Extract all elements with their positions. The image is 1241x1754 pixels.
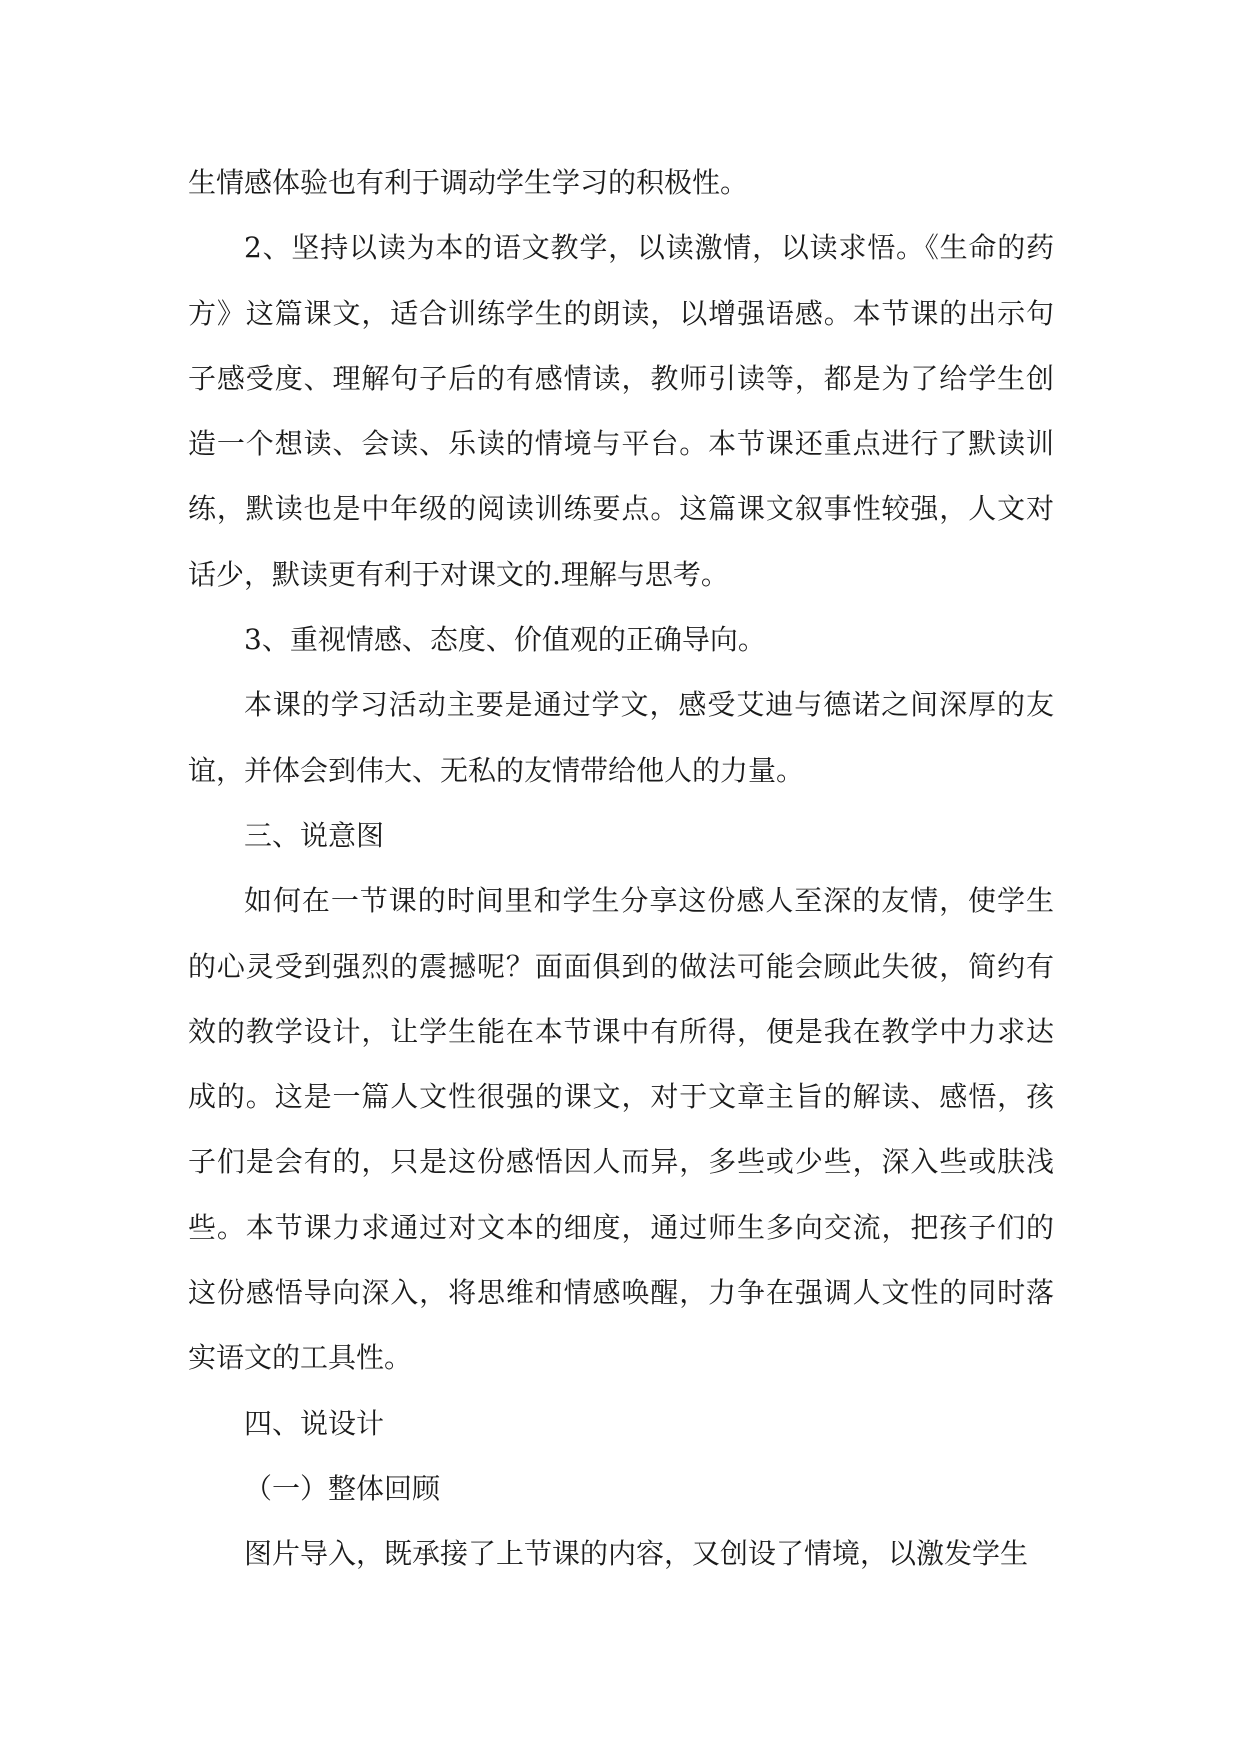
paragraph-reading-focus: 2、坚持以读为本的语文教学，以读激情，以读求悟。《生命的药方》这篇课文，适合训练学生的朗读，以增强语感。本节课的出示句子感受度、理解句子后的有感情读，教师引读等，都是为了给学生创造一个想读、会读、乐读的情境与平台。本节课还重点进行了默读训练，默读也是中年级的阅读训练要点。这篇课文叙事性较强，人文对话少，默读更有利于对课文的.理解与思考。	[188, 231, 1054, 591]
paragraph-learning-activity: 本课的学习活动主要是通过学文，感受艾迪与德诺之间深厚的友谊，并体会到伟大、无私的友情带给他人的力量。	[188, 688, 1054, 787]
paragraph-continuation: 生情感体验也有利于调动学生学习的积极性。	[188, 166, 749, 199]
section-heading-intent: 三、说意图	[244, 818, 385, 852]
section-heading-design: 四、说设计	[244, 1406, 385, 1440]
paragraph-review: 图片导入，既承接了上节课的内容，又创设了情境，以激发学生	[244, 1537, 1029, 1571]
paragraph-values-guidance: 3、重视情感、态度、价值观的正确导向。	[244, 623, 766, 657]
paragraph-intent: 如何在一节课的时间里和学生分享这份感人至深的友情，使学生的心灵受到强烈的震撼呢？面面俱到的做法可能会顾此失彼，简约有效的教学设计，让学生能在本节课中有所得，便是我在教学中力求达成的。这是一篇人文性很强的课文，对于文章主旨的解读、感悟，孩子们是会有的，只是这份感悟因人而异，多些或少些，深入些或肤浅些。本节课力求通过对文本的细度，通过师生多向交流，把孩子们的这份感悟导向深入，将思维和情感唤醒，力争在强调人文性的同时落实语文的工具性。	[188, 884, 1054, 1375]
document-body	[188, 150, 1054, 1587]
subsection-heading-review: （一）整体回顾	[244, 1471, 441, 1505]
